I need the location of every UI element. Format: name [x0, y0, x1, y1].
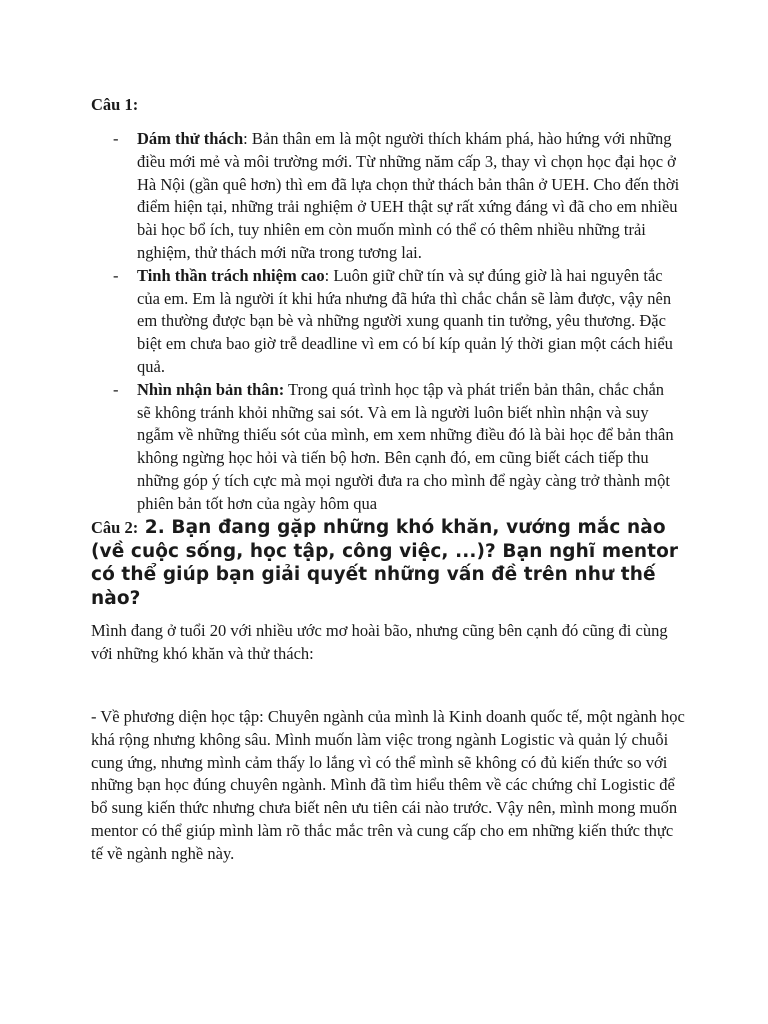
bullet-text: : Bản thân em là một người thích khám phá, hào hứng với những điều mới mẻ và môi trường mới. Từ những năm cấp 3, thay vì chọn học đại học ở Hà Nội (gần quê hơn) thì em đã lựa chọn thử thách bản thân ở UEH. Cho đến thời điểm hiện tại, những trải nghiệm ở UEH thật sự rất xứng đáng vì đã cho em nhiều bài học bổ ích, tuy nhiên em còn muốn mình có thể có thêm nhiều những trải nghiệm, thử thách mới nữa trong tương lai. — [137, 129, 680, 262]
bullet-text: : Luôn giữ chữ tín và sự đúng giờ là hai nguyên tắc của em. Em là người ít khi hứa nhưng đã hứa thì chắc chắn sẽ làm được, vậy nên em thường được bạn bè và những người xung quanh tin tưởng, yêu thương. Đặc biệt em chưa bao giờ trễ deadline vì em có bí kíp quản lý thời gian một cách hiểu quả. — [137, 265, 673, 376]
bullet-dash: - — [113, 265, 119, 285]
question-1-heading: Câu 1: — [91, 95, 139, 114]
bullet-dash: - — [113, 379, 119, 399]
question-2-label: Câu 2: — [91, 518, 139, 537]
question-2-title: 2. Bạn đang gặp những khó khăn, vướng mắc nào (về cuộc sống, học tập, công việc, ...)? Bạn nghĩ mentor có thể giúp bạn giải quyết những vấn đề trên như thế nào? — [91, 517, 679, 609]
bullet-item-self-reflection — [91, 379, 681, 516]
question-2-heading — [91, 516, 691, 610]
bullet-item-responsibility — [91, 265, 681, 379]
bullet-dash: - — [113, 129, 119, 148]
intro-paragraph: Mình đang ở tuổi 20 với nhiều ước mơ hoài bão, nhưng cũng bên cạnh đó cũng đi cùng với những khó khăn và thử thách: — [91, 621, 668, 663]
bullet-text: Trong quá trình học tập và phát triển bản thân, chắc chắn sẽ không tránh khỏi những sai sót. Và em là người luôn biết nhìn nhận và suy ngẫm về những thiếu sót của mình, em xem những điều đó là bài học để bản thân không ngừng học hỏi và tiến bộ hơn. Bên cạnh đó, em cũng biết cách tiếp thu những góp ý tích cực mà mọi người đưa ra cho mình để ngày càng trở thành một phiên bản tốt hơn của ngày hôm qua — [137, 379, 674, 513]
bullet-term: Tinh thần trách nhiệm cao — [137, 265, 325, 285]
study-paragraph: - Về phương diện học tập: Chuyên ngành của mình là Kinh doanh quốc tế, một ngành học khá rộng nhưng không sâu. Mình muốn làm việc trong ngành Logistic và quản lý chuỗi cung ứng, nhưng mình cảm thấy lo lắng vì có thể mình sẽ không có đủ kiến thức so với những bạn học đúng chuyên ngành. Mình đã tìm hiểu thêm về các chứng chỉ Logistic để bổ sung kiến thức nhưng chưa biết nên ưu tiên cái nào trước. Vậy nên, mình mong muốn mentor có thể giúp mình làm rõ thắc mắc trên và cung cấp cho em những kiến thức thực tế về ngành nghề này. — [91, 707, 685, 863]
bullet-item-challenge — [91, 128, 681, 265]
bullet-term: Nhìn nhận bản thân: — [137, 379, 285, 399]
question-1-bullet-list — [91, 128, 681, 516]
bullet-term: Dám thử thách — [137, 129, 244, 148]
